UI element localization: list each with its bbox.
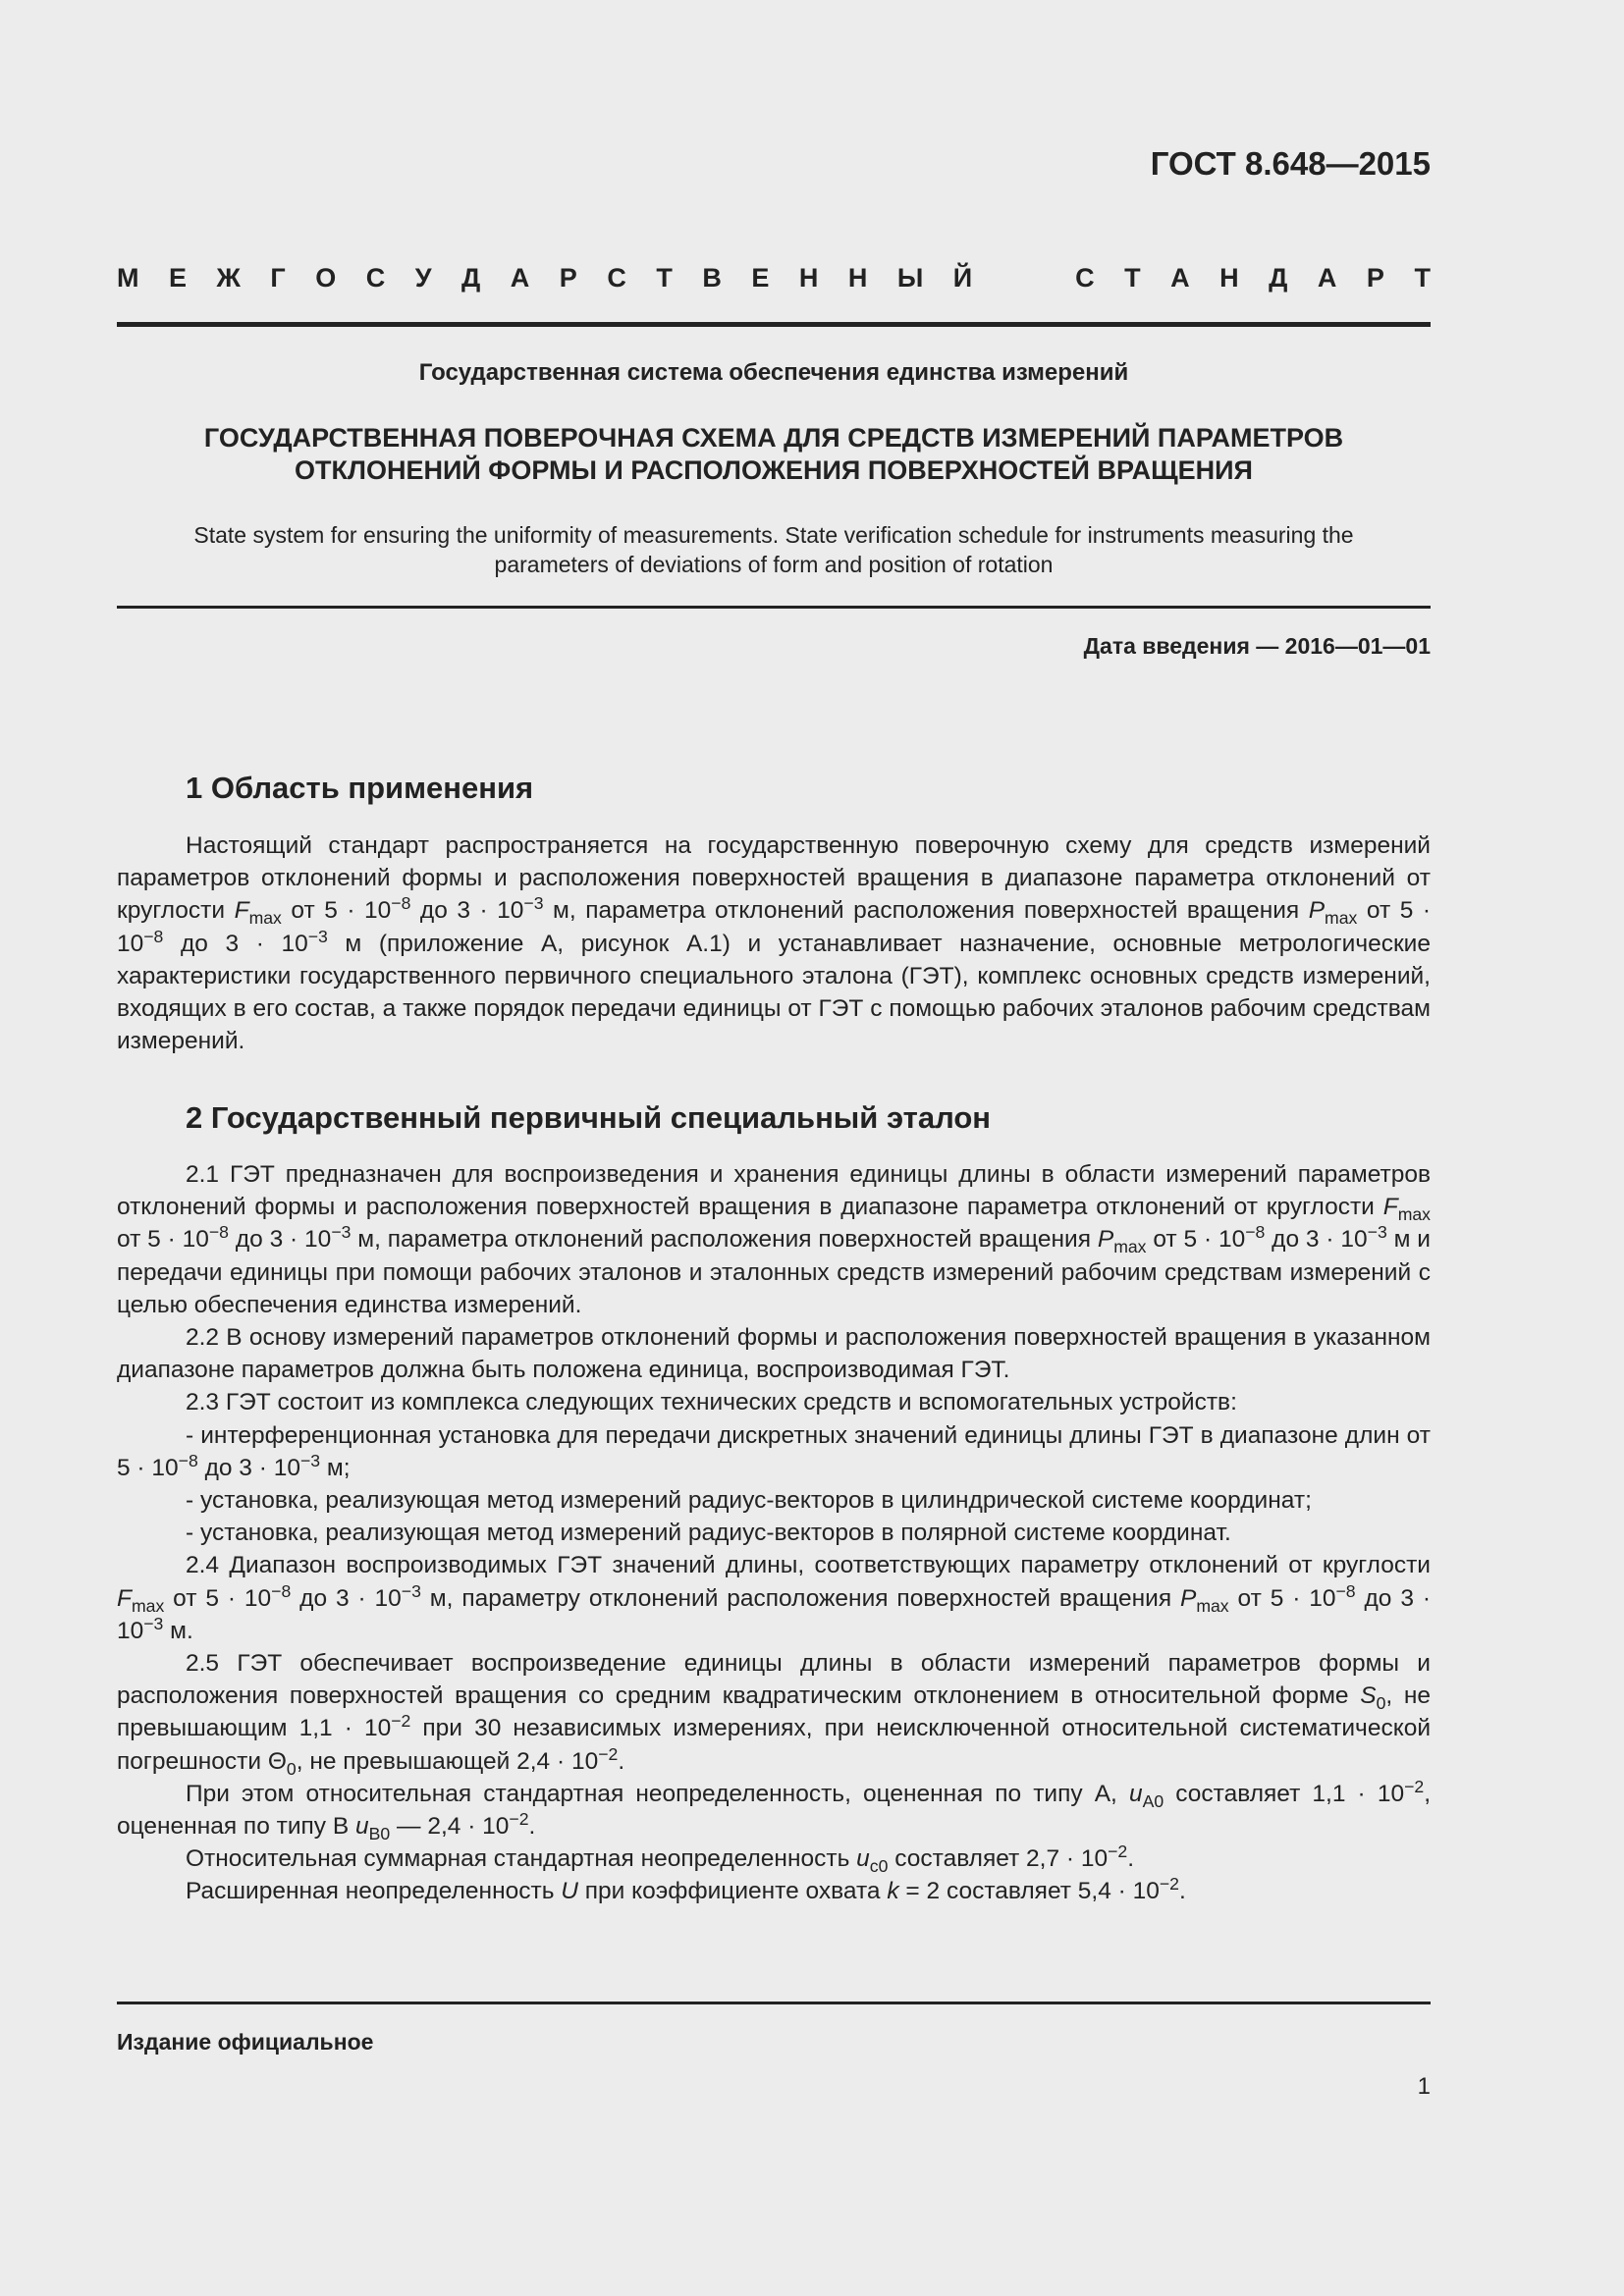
banner-letter: С bbox=[607, 263, 626, 293]
banner-letter: В bbox=[702, 263, 722, 293]
paragraph-2-2: 2.2 В основу измерений параметров отклонений формы и расположения поверхностей вращения в указанном диапазоне параметров должна быть положена единица, воспроизводимая ГЭТ. bbox=[117, 1324, 1431, 1384]
footer-rule bbox=[117, 2002, 1431, 2004]
paragraph-2-3: 2.3 ГЭТ состоит из комплекса следующих технических средств и вспомогательных устройств: bbox=[186, 1389, 1237, 1416]
banner-letter: Н bbox=[798, 263, 819, 293]
list-item: - установка, реализующая метод измерений радиус-векторов в цилиндрической системе координат; bbox=[186, 1487, 1312, 1515]
main-title-line: ОТКЛОНЕНИЙ ФОРМЫ И РАСПОЛОЖЕНИЯ ПОВЕРХНОСТЕЙ ВРАЩЕНИЯ bbox=[295, 455, 1253, 485]
header-rule bbox=[117, 322, 1431, 327]
banner-letter: С bbox=[365, 263, 386, 293]
banner-letter: А bbox=[1170, 263, 1190, 293]
paragraph: Расширенная неопределенность U при коэффициенте охвата k = 2 составляет $5,4 \cdot 10^{-2}$. bbox=[186, 1874, 1186, 1905]
section-2-body bbox=[117, 1158, 1431, 1908]
list-item: - интерференционная установка для передачи дискретных значений единицы длины ГЭТ в диапазоне длин от $5 \cdot 10^{-8}$ до $3 \cdot 10^{-3}$ м; bbox=[117, 1421, 1431, 1481]
banner-letter: Й bbox=[952, 263, 973, 293]
paragraph-2-5: 2.5 ГЭТ обеспечивает воспроизведение единицы длины в области измерений параметров формы и расположения поверхностей вращения со средним квадратическим отклонением в относительной форме $S_0$, не превышающим $1,1 \cdot 10^{-2}$ при 30 независимых измерениях, при неисключенной относительной систематической погрешности $\Theta_0$, не превышающей $2,4 \cdot 10^{-2}$. bbox=[117, 1650, 1432, 1779]
banner-letter: Т bbox=[1414, 263, 1431, 293]
english-title-line: State system for ensuring the uniformity of measurements. State verification schedule for instruments measuring the bbox=[193, 522, 1354, 548]
standard-type-banner bbox=[117, 263, 1431, 294]
paragraph-2-4: 2.4 Диапазон воспроизводимых ГЭТ значений длины, соответствующих параметру отклонений от круглости $F_{max}$ от $5 \cdot 10^{-8}$ до $3 \cdot 10^{-3}$ м, параметру отклонений расположения поверхностей вращения $P_{max}$ от $5 \cdot 10^{-8}$ до $3 \cdot 10^{-3}$ м. bbox=[117, 1552, 1431, 1644]
section-1-body bbox=[117, 829, 1431, 1057]
banner-letter: У bbox=[414, 263, 432, 293]
section-heading: 1 Область применения bbox=[186, 771, 534, 805]
banner-letter: А bbox=[1317, 263, 1337, 293]
banner-letter: А bbox=[510, 263, 530, 293]
page-number: 1 bbox=[1417, 2073, 1431, 2100]
banner-letter: Р bbox=[1366, 263, 1384, 293]
banner-letter: С bbox=[1075, 263, 1095, 293]
main-title-line: ГОСУДАРСТВЕННАЯ ПОВЕРОЧНАЯ СХЕМА ДЛЯ СРЕДСТВ ИЗМЕРЕНИЙ ПАРАМЕТРОВ bbox=[203, 423, 1344, 453]
introduction-date: Дата введения — 2016—01—01 bbox=[1083, 633, 1431, 659]
banner-word-gap bbox=[1002, 263, 1046, 294]
banner-letter: М bbox=[117, 263, 139, 293]
paragraph: При этом относительная стандартная неопределенность, оцененная по типу А, $u_{A0}$ составляет $1,1 \cdot 10^{-2}$, оцененная по типу В $u_{B0}$ — $2,4 \cdot 10^{-2}$. bbox=[117, 1776, 1431, 1843]
section-heading: 2 Государственный первичный специальный эталон bbox=[186, 1100, 992, 1135]
official-edition-label: Издание официальное bbox=[117, 2029, 374, 2055]
english-title-line: parameters of deviations of form and position of rotation bbox=[494, 552, 1054, 577]
main-title bbox=[117, 422, 1431, 487]
banner-letter: Ж bbox=[216, 263, 241, 293]
title-rule bbox=[117, 606, 1431, 609]
system-title: Государственная система обеспечения единства измерений bbox=[418, 359, 1129, 386]
paragraph-2-1: 2.1 ГЭТ предназначен для воспроизведения и хранения единицы длины в области измерений параметров отклонений формы и расположения поверхностей вращения в диапазоне параметра отклонений от круглости $F_{max}$ от $5 \cdot 10^{-8}$ до $3 \cdot 10^{-3}$ м, параметра отклонений расположения поверхностей вращения $P_{max}$ от $5 \cdot 10^{-8}$ до $3 \cdot 10^{-3}$ м и передачи единицы при помощи рабочих эталонов и эталонных средств измерений рабочим средствам измерений с целью обеспечения единства измерений. bbox=[117, 1161, 1431, 1318]
banner-letter: Р bbox=[559, 263, 577, 293]
banner-letter: Д bbox=[1269, 263, 1288, 293]
banner-letter: О bbox=[315, 263, 337, 293]
list-item: - установка, реализующая метод измерений радиус-векторов в полярной системе координат. bbox=[186, 1520, 1231, 1547]
banner-letter: Н bbox=[1219, 263, 1239, 293]
banner-letter: Г bbox=[270, 263, 286, 293]
banner-letter: Ы bbox=[896, 263, 924, 293]
paragraph: Относительная суммарная стандартная неопределенность $u_{c0}$ составляет $2,7 \cdot 10^{-2}$. bbox=[186, 1842, 1135, 1877]
paragraph: Настоящий стандарт распространяется на государственную поверочную схему для средств измерений параметров отклонений формы и расположения поверхностей вращения в диапазоне параметра отклонений от круглости $F_{max}$ от $5 \cdot 10^{-8}$ до $3 \cdot 10^{-3}$ м, параметра отклонений расположения поверхностей вращения $P_{max}$ от $5 \cdot 10^{-8}$ до $3 \cdot 10^{-3}$ м (приложение А, рисунок А.1) и устанавливает назначение, основные метрологические характеристики государственного первичного специального эталона (ГЭТ), комплекс основных средств измерений, входящих в его состав, а также порядок передачи единицы от ГЭТ с помощью рабочих эталонов рабочим средствам измерений. bbox=[117, 832, 1431, 1055]
banner-letter: Е bbox=[751, 263, 770, 293]
banner-letter: Т bbox=[656, 263, 673, 293]
banner-letter: Т bbox=[1124, 263, 1141, 293]
banner-letter: Д bbox=[461, 263, 481, 293]
english-title bbox=[117, 520, 1431, 579]
banner-letter: Н bbox=[847, 263, 868, 293]
standard-code: ГОСТ 8.648—2015 bbox=[1150, 145, 1431, 182]
banner-letter: Е bbox=[169, 263, 188, 293]
